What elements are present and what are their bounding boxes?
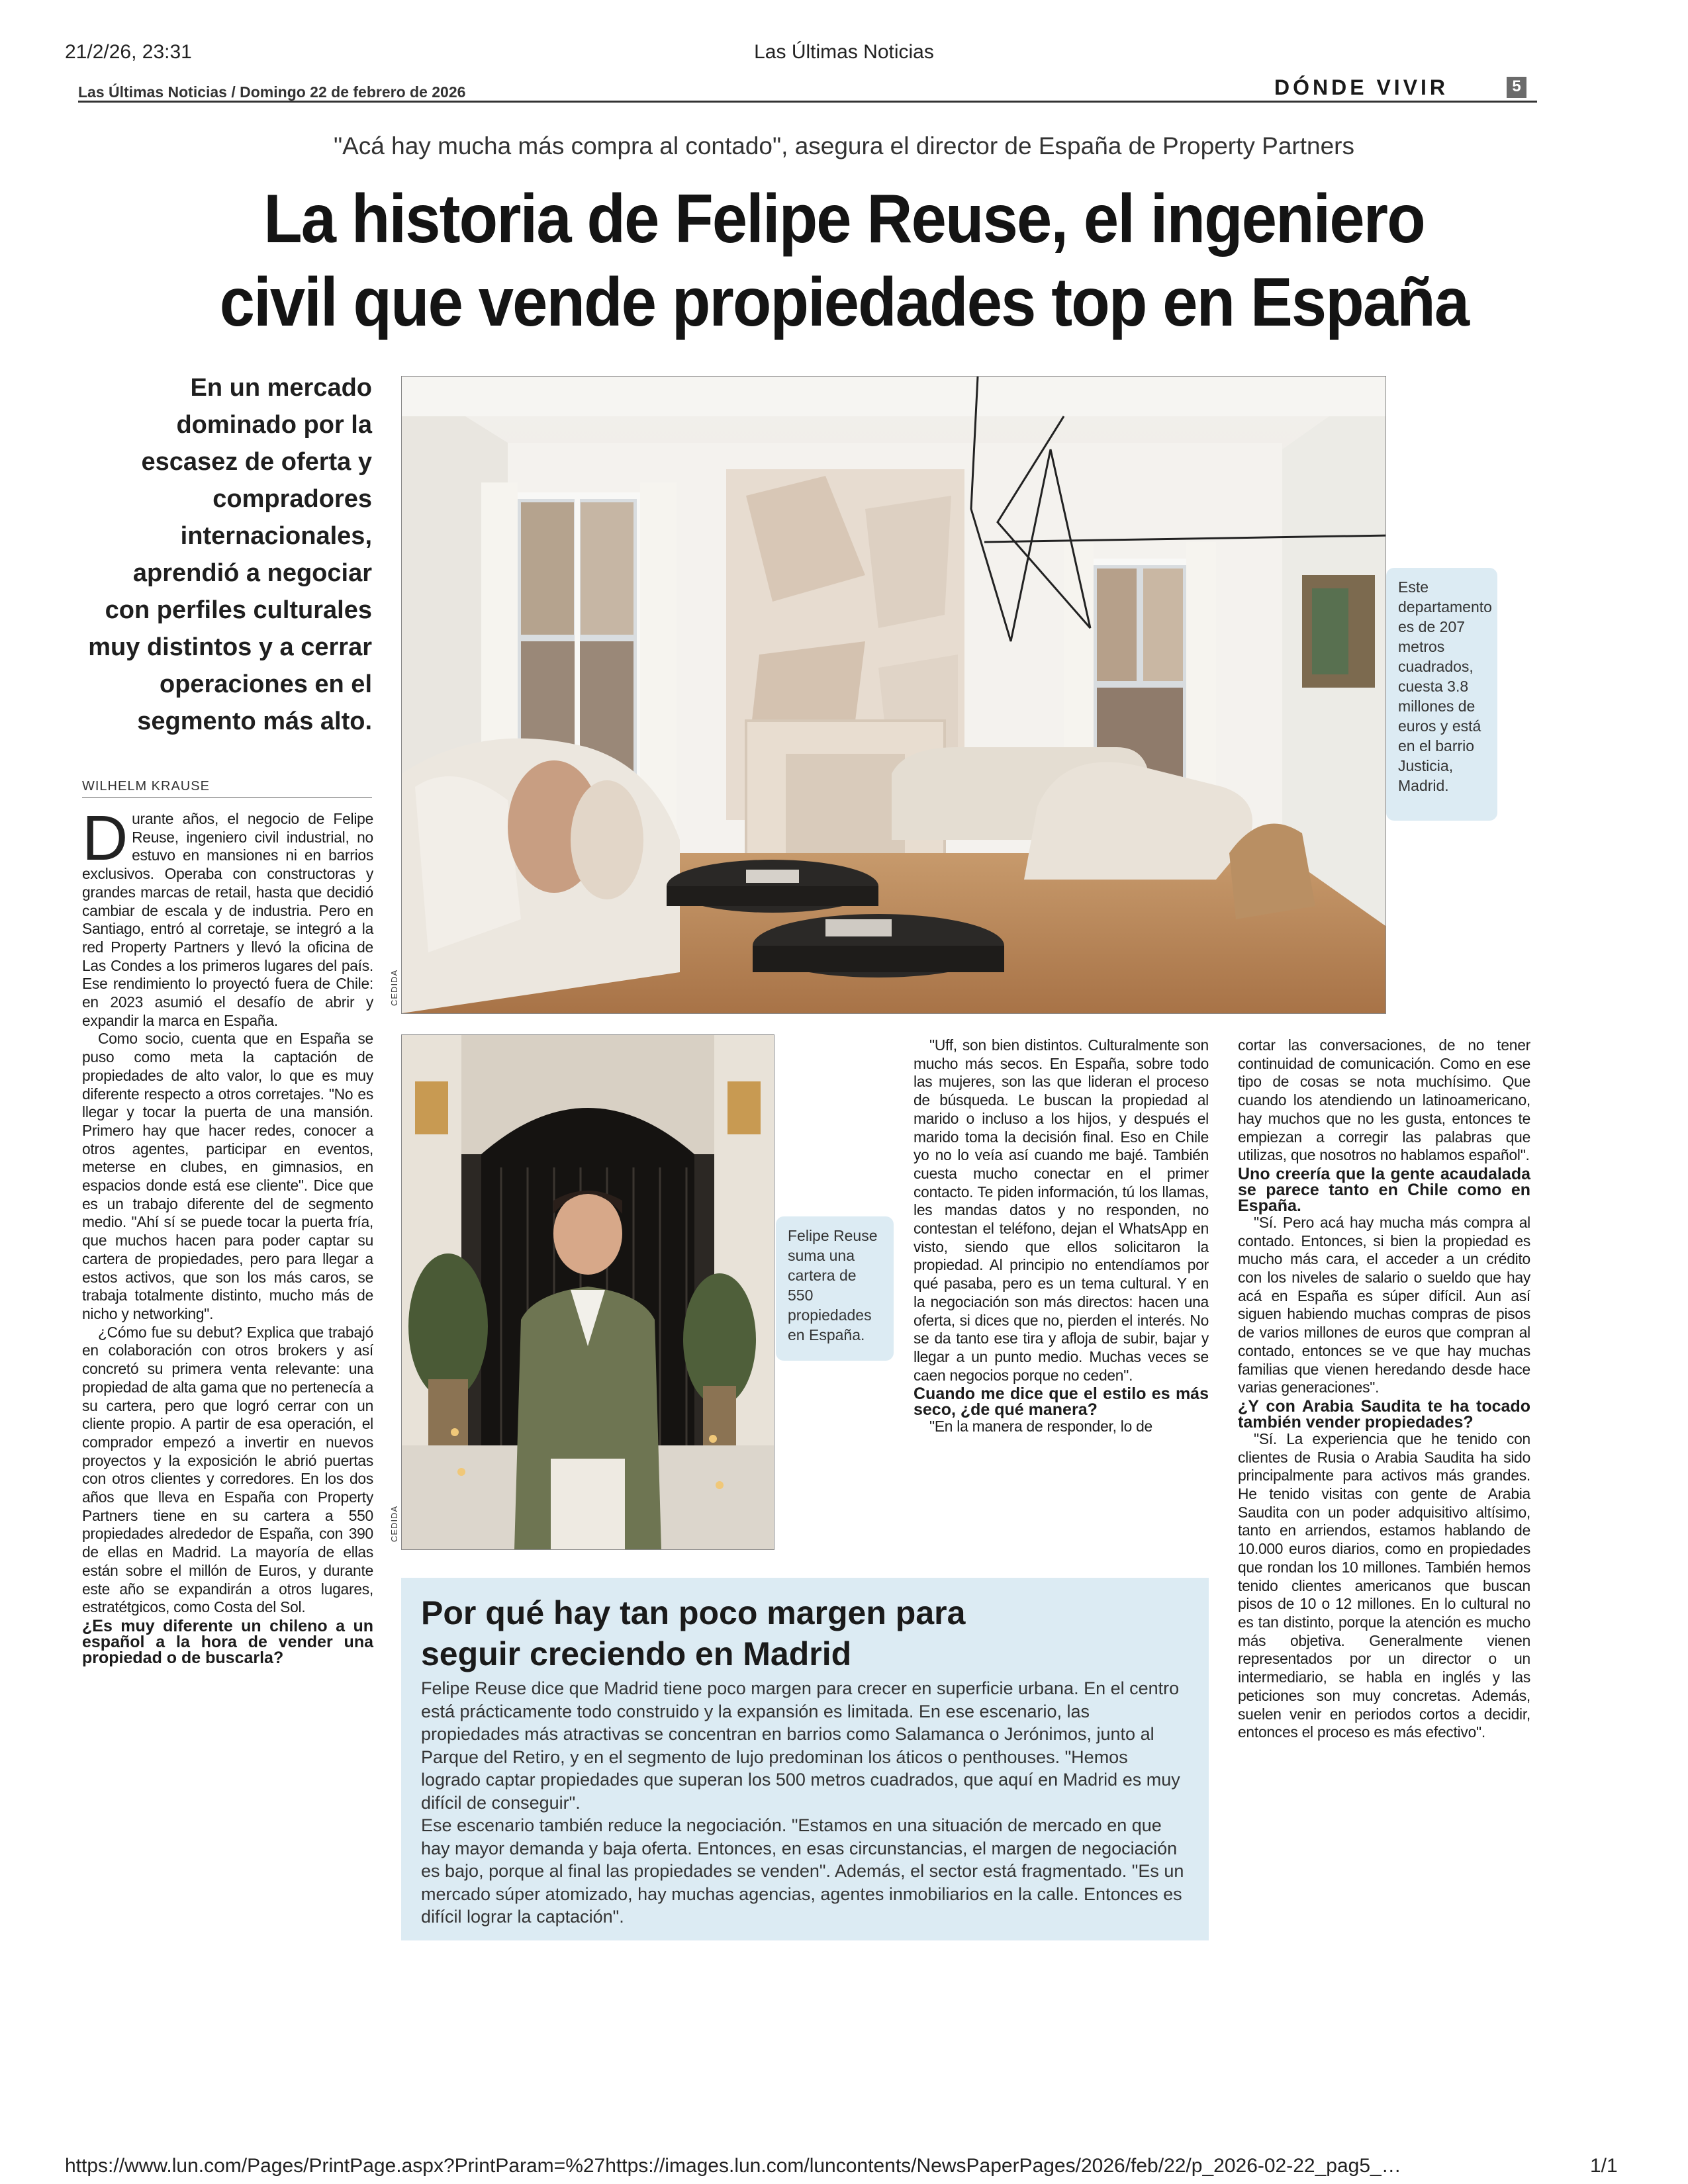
article-lede: En un mercado dominado por la escasez de oferta y compradores internacionales, aprendió a negociar con perfiles culturales muy distintos y a cerrar operaciones en el segmento más alto. [88,374,372,735]
interview-question: Uno creería que la gente acaudalada se parece tanto en Chile como en España. [1238,1164,1530,1215]
dropcap: D [82,803,128,874]
byline: WILHELM KRAUSE [82,779,210,794]
section-name: DÓNDE VIVIR [1274,75,1449,99]
article-headline [68,177,1620,344]
sidebar-box [401,1578,1209,1940]
photo-caption-apartment: Este departamento es de 207 metros cuadrados, cuesta 3.8 millones de euros y está en el barrio Justicia, Madrid. [1386,568,1497,821]
sidebar-title: Por qué hay tan poco margen para seguir creciendo en Madrid [421,1594,966,1672]
print-page-title: Las Últimas Noticias [754,41,934,63]
print-page-count: 1/1 [1590,2155,1618,2177]
page-number-badge: 5 [1507,77,1526,98]
paragraph: "Sí. La experiencia que he tenido con clientes de Rusia o Arabia Saudita ha sido principalmente para activos más grandes. He tenido visitas con gente de Arabia Saudita con un poder adquisitivo altísimo, tanto en arriendos, estamos hablando de 10.000 euros diarios, como en propiedades que rondan los 10 millones. También hemos tenido clientes americanos que buscan pisos de 10 o 12 millones. En lo cultural no es tan distinto, porque la atención es mucho más objetiva. Generalmente vienen representados por un director o un intermediario, se habla en inglés y las peticiones son muy concretas. Además, suelen venir en periodos cortos a decidir, entonces el proceso es más efectivo". [1238,1430,1530,1741]
portrait-photo [401,1034,774,1550]
article-column-3 [914,1036,1209,1436]
portrait-photo-credit: CEDIDA [389,1505,399,1542]
masthead-rule [78,101,1537,103]
headline-line-2: civil que vende propiedades top en España [219,264,1469,341]
paragraph: Como socio, cuenta que en España se puso como meta la captación de propiedades de alto valor, lo que es muy diferente respecto a otros corretajes. "No es llegar y tocar la puerta de una mansión. Primero hay que hacer redes, conocer a otros agentes, participar en eventos, meterse en clubes, en gimnasios, en espacios donde está ese cliente". Dice que es un trabajo diferente del de segmento medio. "Ahí sí se puede tocar la puerta fría, que muchos hacen para poder captar su cartera de propiedades, pero para llegar a estos activos, que son los más caros, se trabaja totalmente distinto, mucho más de nicho y networking". [82,1030,373,1322]
masthead-date: Las Últimas Noticias / Domingo 22 de febrero de 2026 [78,83,466,101]
interview-question: ¿Es muy diferente un chileno a un español a la hora de vender una propiedad o de buscarla? [82,1616,373,1667]
interview-question: Cuando me dice que el estilo es más seco, ¿de qué manera? [914,1385,1209,1420]
article-column-1 [82,803,373,1667]
article-kicker: "Acá hay mucha más compra al contado", asegura el director de España de Property Partners [333,132,1355,159]
portrait-illustration [402,1035,774,1549]
print-url: https://www.lun.com/Pages/PrintPage.aspx?PrintParam=%27https://images.lun.com/luncontents/NewsPaperPages/2026/feb/22/p_2026-02-22_pag5_… [65,2155,1401,2177]
sidebar-paragraph: Felipe Reuse dice que Madrid tiene poco margen para crecer en superficie urbana. En el centro está prácticamente todo construido y la expansión es limitada. En ese escenario, las propiedades más atractivas se concentran en barrios como Salamanca o Jerónimos, junto al Parque del Retiro, y en el segmento de lujo predominan los áticos o penthouses. "Hemos logrado captar propiedades que superan los 500 metros cuadrados, que aquí en Madrid es muy difícil de conseguir". [421,1678,1180,1813]
photo-caption-portrait: Felipe Reuse suma una cartera de 550 propiedades en España. [776,1216,894,1361]
photo-credit: CEDIDA [389,969,399,1006]
paragraph: "En la manera de responder, lo de [929,1418,1152,1435]
paragraph: urante años, el negocio de Felipe Reuse, ingeniero civil industrial, no estuvo en mansiones ni en barrios exclusivos. Operaba con constructoras y grandes marcas de retail, hasta que decidió cambiar de escala y de industria. Pero en Santiago, entró al corretaje, se integró a la red Property Partners y llevó la oficina de Las Condes a los primeros lugares del país. Ese rendimiento lo proyectó fuera de Chile: en 2023 asumió el desafío de abrir y expandir la marca en España. [82,810,373,1029]
paragraph: "Sí. Pero acá hay mucha más compra al contado. Entonces, si bien la propiedad es mucho más cara, el acceder a un crédito con los niveles de salario o sueldo que hay acá en España es súper difícil. Aun así siguen habiendo muchas compras de pisos de varios millones de euros que compran al contado, entonces se ve que hay muchas familias que vienen heredando desde hace varias generaciones". [1238,1213,1530,1396]
living-room-illustration [402,377,1385,1013]
paragraph: "Uff, son bien distintos. Culturalmente son mucho más secos. En España, sobre todo las mujeres, son las que lideran el proceso de búsqueda. Le buscan la propiedad al marido o incluso a los hijos, y después el marido toma la decisión final. Eso en Chile yo no lo veía así cuando me bajé. También cuesta mucho conectar en el primer contacto. Te piden información, tú los llamas, les mandas datos y no responden, no contestan el teléfono, dejan el WhatsApp en visto, siendo que ellos solicitaron la propiedad. Al principio no entendíamos por qué pasaba, pero es un tema cultural. Y en la negociación son más directos: hacen una oferta, si dices que no, pierden el interés. No se da tanto ese tira y afloja de subir, bajar y llegar a un punto medio. Muchas veces se caen negocios porque no ceden". [914,1036,1209,1384]
interview-question: ¿Y con Arabia Saudita te ha tocado también vender propiedades? [1238,1396,1530,1432]
paragraph: cortar las conversaciones, de no tener continuidad de comunicación. Como en ese tipo de cosas se nota muchísimo. Que cuando los atendiendo un latinoamericano, hay muchos que no les gusta, entonces te empiezan a corregir las palabras que utilizas, que nosotros no hablamos español". [1238,1036,1530,1164]
sidebar-body [421,1677,1189,1929]
headline-line-1: La historia de Felipe Reuse, el ingeniero [263,181,1425,257]
print-datetime: 21/2/26, 23:31 [65,41,192,63]
paragraph: ¿Cómo fue su debut? Explica que trabajó en colaboración con otros brokers y así concretó su primera venta relevante: una propiedad de alta gama que no pertenecía a su cartera, pero que logró cerrar con un cliente propio. A partir de esa operación, el comprador empezó a invertir en nuevos proyectos y la exposición le abrió puertas con otros clientes y corredores. En los dos años que lleva en España con Property Partners tiene en su cartera a 550 propiedades alrededor de España, con 390 de ellas en Madrid. La mayoría de ellas están sobre el millón de Euros, y durante este año se expandirán a otros lugares, estratétgicos, como Costa del Sol. [82,1323,373,1616]
sidebar-paragraph: Ese escenario también reduce la negociación. "Estamos en una situación de mercado en que hay mayor demanda y baja oferta. Entonces, en esas circunstancias, el margen de negociación es bajo, porque al final las propiedades se venden". Además, el sector está fragmentado. "Es un mercado súper atomizado, hay muchas agencias, agentes inmobiliarios en la calle. Entonces es difícil lograr la captación". [421,1815,1184,1927]
article-column-4 [1238,1036,1530,1742]
living-room-photo [401,376,1386,1014]
